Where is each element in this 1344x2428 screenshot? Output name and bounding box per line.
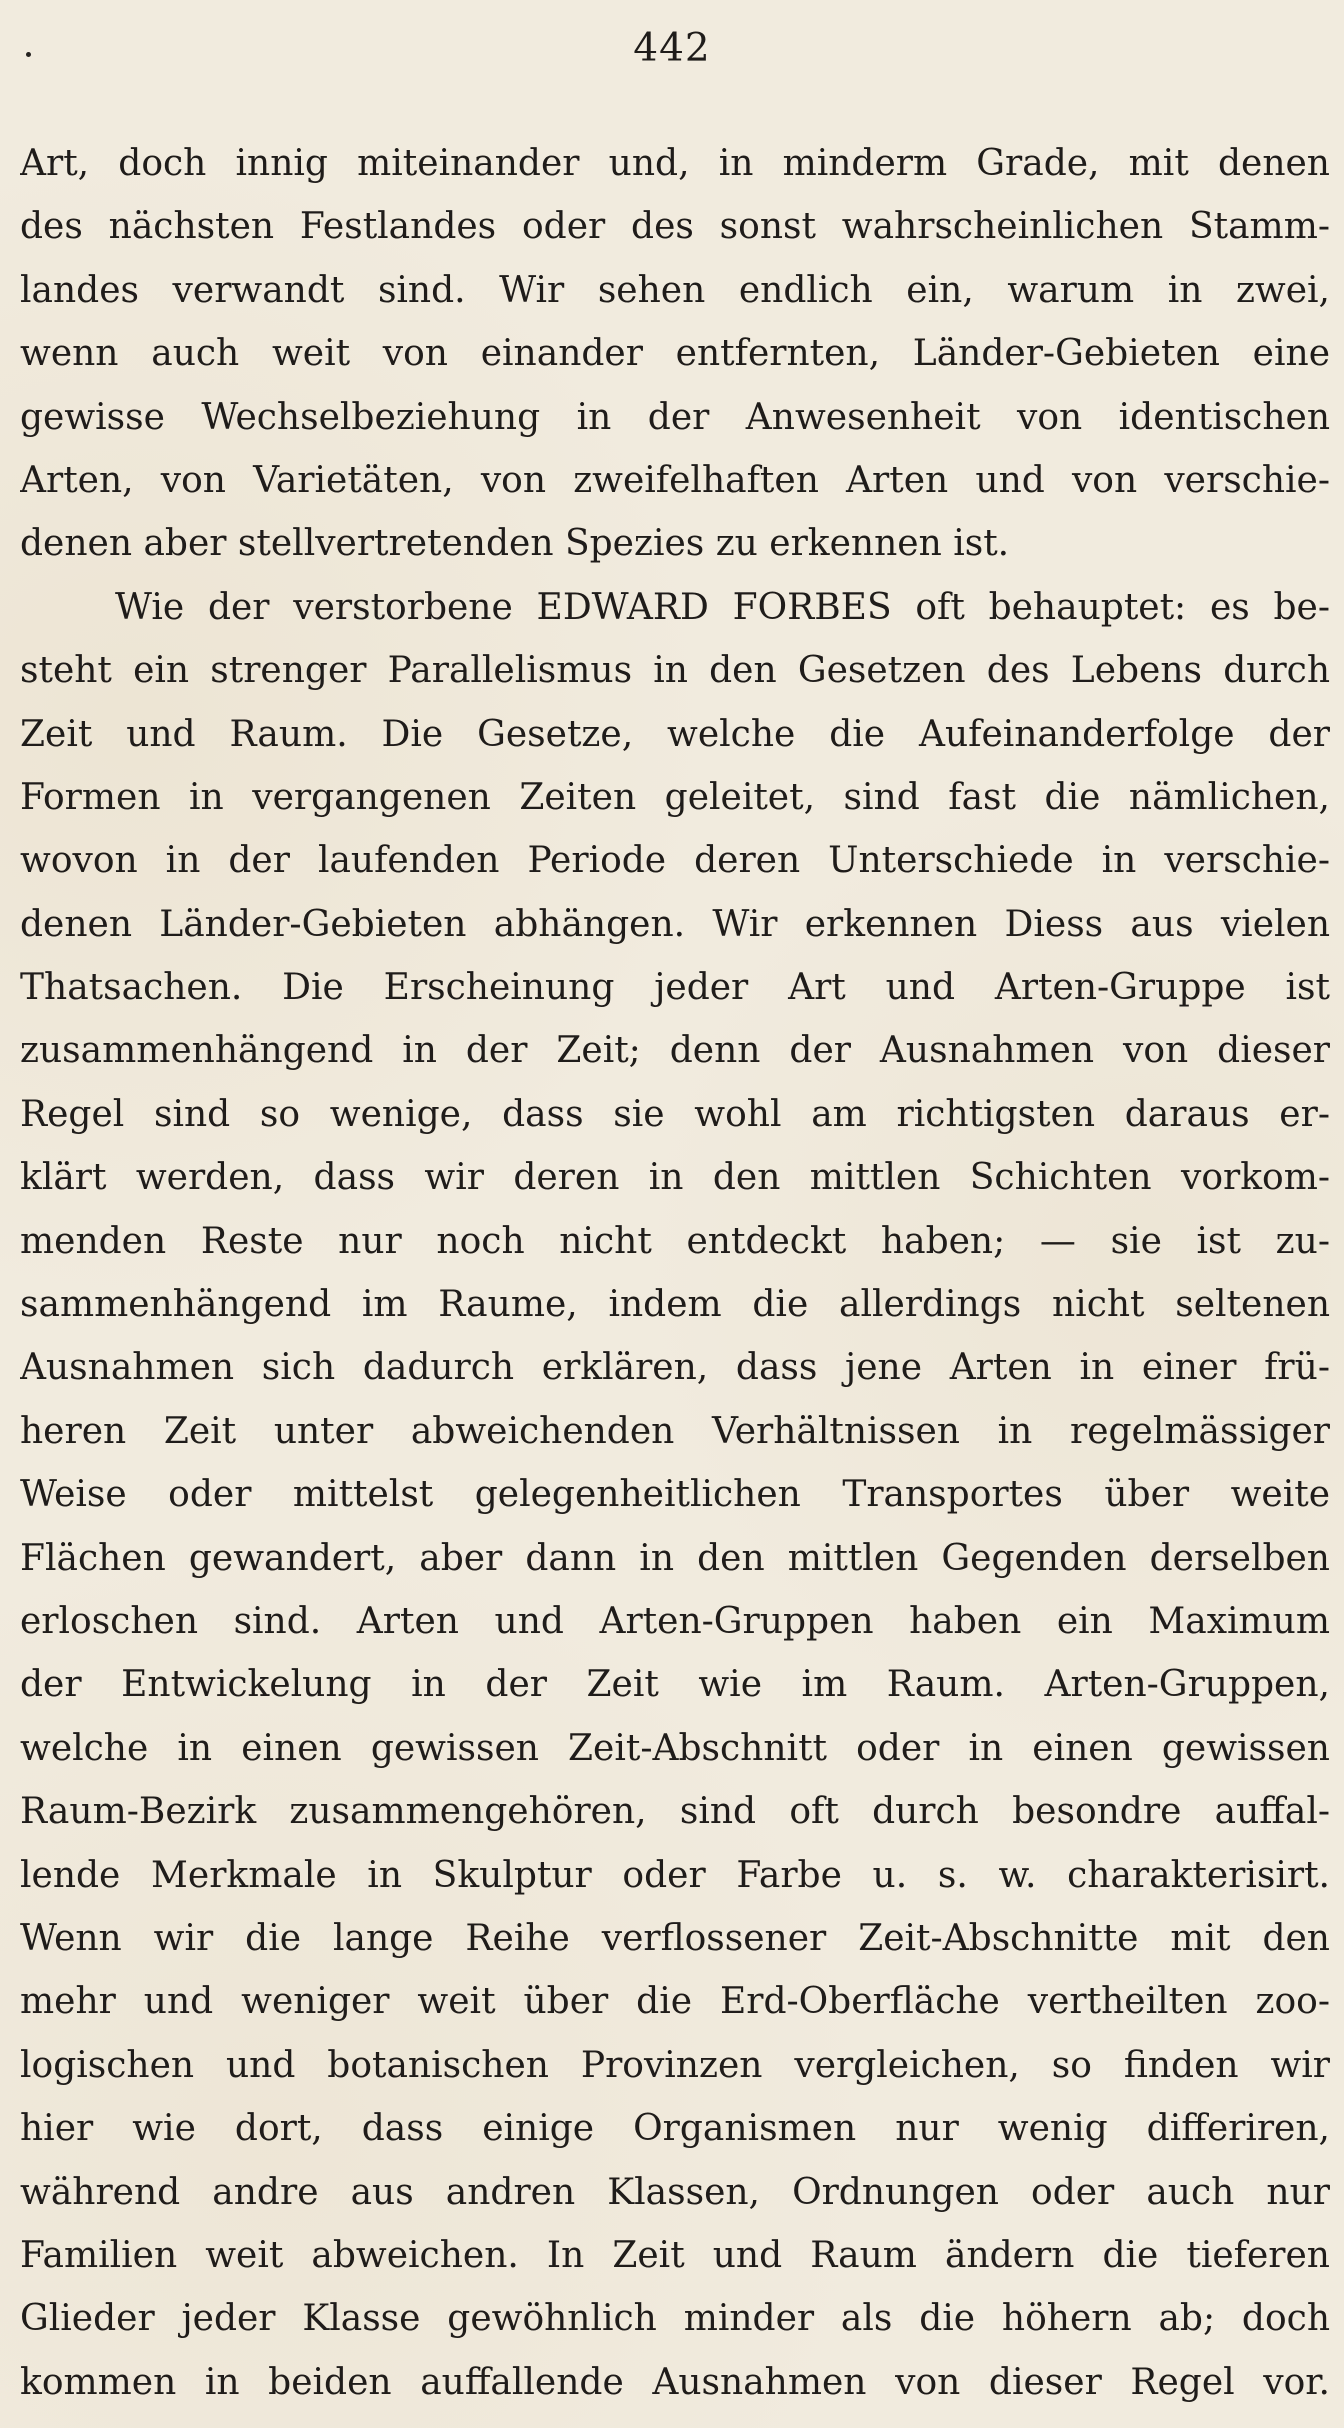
text-line: der Entwickelung in der Zeit wie im Raum. Arten-Gruppen, xyxy=(20,1664,1330,1706)
text-line: Formen in vergangenen Zeiten geleitet, sind fast die nämlichen, xyxy=(20,776,1330,818)
text-line: menden Reste nur noch nicht entdeckt haben; — sie ist zu- xyxy=(20,1220,1330,1262)
text-line: heren Zeit unter abweichenden Verhältnissen in regelmässiger xyxy=(20,1410,1330,1452)
page-text xyxy=(20,132,1330,2414)
text-line: Zeit und Raum. Die Gesetze, welche die Aufeinanderfolge der xyxy=(20,713,1330,755)
text-line: Familien weit abweichen. In Zeit und Raum ändern die tieferen xyxy=(20,2234,1330,2276)
text-line: Raum-Bezirk zusammengehören, sind oft durch besondre auffal- xyxy=(20,1791,1330,1833)
text-line: zusammenhängend in der Zeit; denn der Ausnahmen von dieser xyxy=(20,1030,1330,1072)
text-line: Wenn wir die lange Reihe verflossener Zeit-Abschnitte mit den xyxy=(20,1917,1330,1959)
text-line: denen aber stellvertretenden Spezies zu erkennen ist. xyxy=(20,523,1010,565)
text-line: hier wie dort, dass einige Organismen nur wenig differiren, xyxy=(20,2108,1330,2150)
text-line: wenn auch weit von einander entfernten, Länder-Gebieten eine xyxy=(20,333,1330,375)
text-line: kommen in beiden auffallende Ausnahmen von dieser Regel vor. xyxy=(20,2361,1330,2403)
text-line: sammenhängend im Raume, indem die allerdings nicht seltenen xyxy=(20,1284,1330,1326)
text-line: denen Länder-Gebieten abhängen. Wir erkennen Diess aus vielen xyxy=(20,903,1330,945)
text-line: landes verwandt sind. Wir sehen endlich ein, warum in zwei, xyxy=(20,269,1330,311)
text-line: Art, doch innig miteinander und, in minderm Grade, mit denen xyxy=(20,143,1330,184)
text-line: Glieder jeder Klasse gewöhnlich minder als die höhern ab; doch xyxy=(20,2298,1330,2340)
text-line: Regel sind so wenige, dass sie wohl am richtigsten daraus er- xyxy=(20,1093,1330,1135)
page-number: 442 xyxy=(633,26,711,71)
text-line: Thatsachen. Die Erscheinung jeder Art und Arten-Gruppe ist xyxy=(20,967,1330,1009)
text-line: Ausnahmen sich dadurch erklären, dass jene Arten in einer frü- xyxy=(20,1347,1330,1389)
text-line: welche in einen gewissen Zeit-Abschnitt oder in einen gewissen xyxy=(20,1727,1330,1769)
text-line: wovon in der laufenden Periode deren Unterschiede in verschie- xyxy=(20,840,1330,882)
text-line: steht ein strenger Parallelismus in den Gesetzen des Lebens durch xyxy=(20,650,1330,692)
text-line: gewisse Wechselbeziehung in der Anwesenheit von identischen xyxy=(20,396,1330,438)
text-line: während andre aus andren Klassen, Ordnungen oder auch nur xyxy=(20,2171,1330,2213)
text-line: erloschen sind. Arten und Arten-Gruppen haben ein Maximum xyxy=(20,1600,1330,1642)
text-line: logischen und botanischen Provinzen vergleichen, so finden wir xyxy=(20,2044,1330,2086)
text-line: Weise oder mittelst gelegenheitlichen Transportes über weite xyxy=(20,1474,1330,1516)
text-line: mehr und weniger weit über die Erd-Oberfläche vertheilten zoo- xyxy=(20,1981,1330,2023)
text-line: klärt werden, dass wir deren in den mittlen Schichten vorkom- xyxy=(20,1157,1330,1199)
text-line: lende Merkmale in Skulptur oder Farbe u. s. w. charakterisirt. xyxy=(20,1854,1330,1896)
text-line: des nächsten Festlandes oder des sonst wahrscheinlichen Stamm- xyxy=(20,206,1330,248)
text-line: Wie der verstorbene EDWARD FORBES oft behauptet: es be- xyxy=(115,586,1330,628)
text-line: Arten, von Varietäten, von zweifelhaften Arten und von verschie- xyxy=(20,459,1330,501)
text-line: Flächen gewandert, aber dann in den mittlen Gegenden derselben xyxy=(20,1537,1330,1579)
